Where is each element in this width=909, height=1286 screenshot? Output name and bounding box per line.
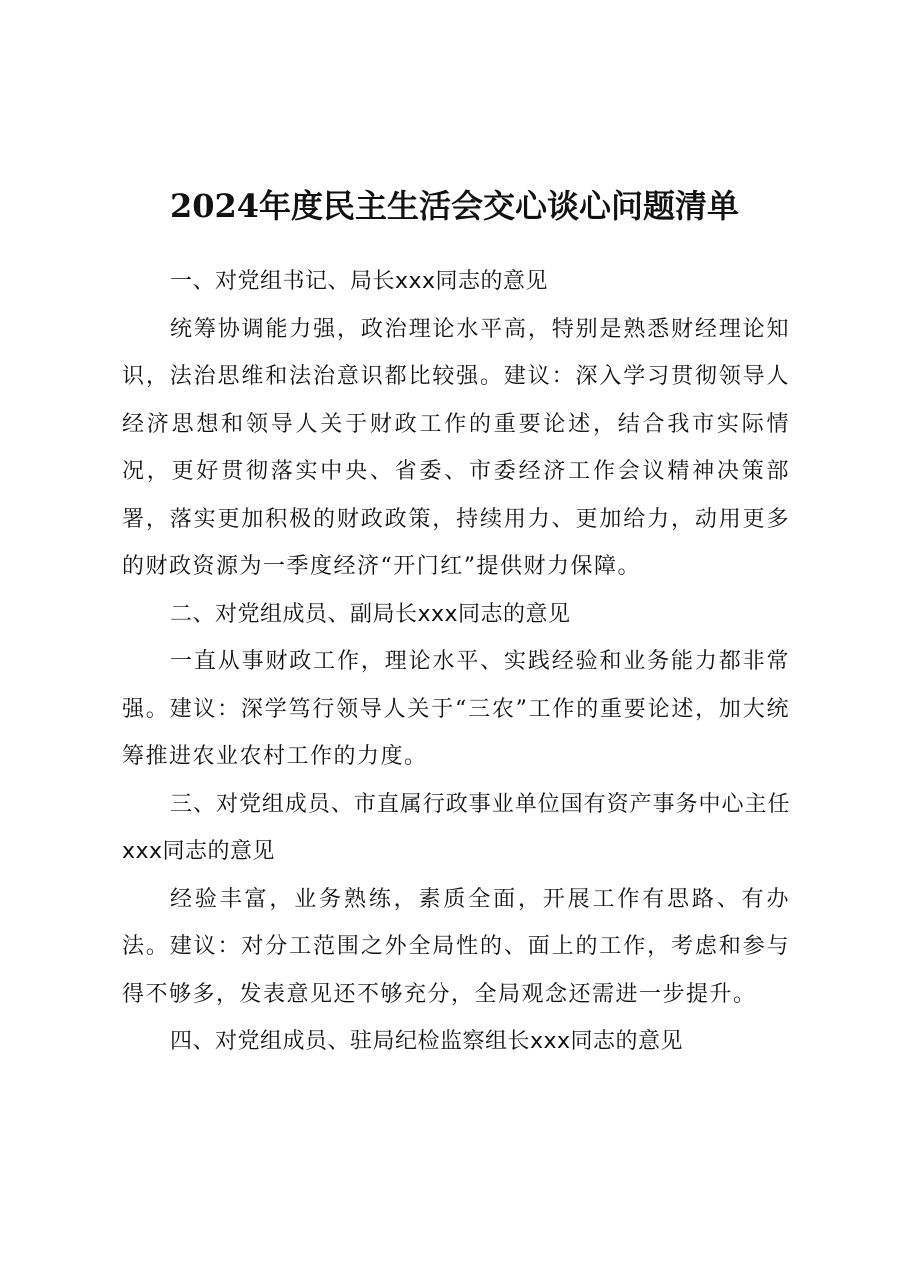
section-heading-4: 四、对党组成员、驻局纪检监察组长xxx同志的意见 xyxy=(170,1029,684,1054)
section-heading-1: 一、对党组书记、局长xxx同志的意见 xyxy=(170,269,549,294)
section-body-1: 统筹协调能力强，政治理论水平高，特别是熟悉财经理论知识，法治思维和法治意识都比较强。建议：深入学习贯彻领导人经济思想和领导人关于财政工作的重要论述，结合我市实际情况，更好贯彻落实中央、省委、市委经济工作会议精神决策部署，落实更加积极的财政政策，持续用力、更加给力，动用更多的财政资源为一季度经济“开门红”提供财力保障。 xyxy=(122,316,790,579)
document-body xyxy=(122,258,790,1066)
section-body-2: 一直从事财政工作，理论水平、实践经验和业务能力都非常强。建议：深学笃行领导人关于“三农”工作的重要论述，加大统筹推进农业农村工作的力度。 xyxy=(122,649,790,769)
section-body-3: 经验丰富，业务熟练，素质全面，开展工作有思路、有办法。建议：对分工范围之外全局性的、面上的工作，考虑和参与得不够多，发表意见还不够充分，全局观念还需进一步提升。 xyxy=(122,886,790,1007)
document-title: 2024年度民主生活会交心谈心问题清单 xyxy=(169,187,740,225)
section-heading-2: 二、对党组成员、副局长xxx同志的意见 xyxy=(170,601,571,627)
section-heading-3: 三、对党组成员、市直属行政事业单位国有资产事务中心主任xxx同志的意见 xyxy=(122,791,790,864)
